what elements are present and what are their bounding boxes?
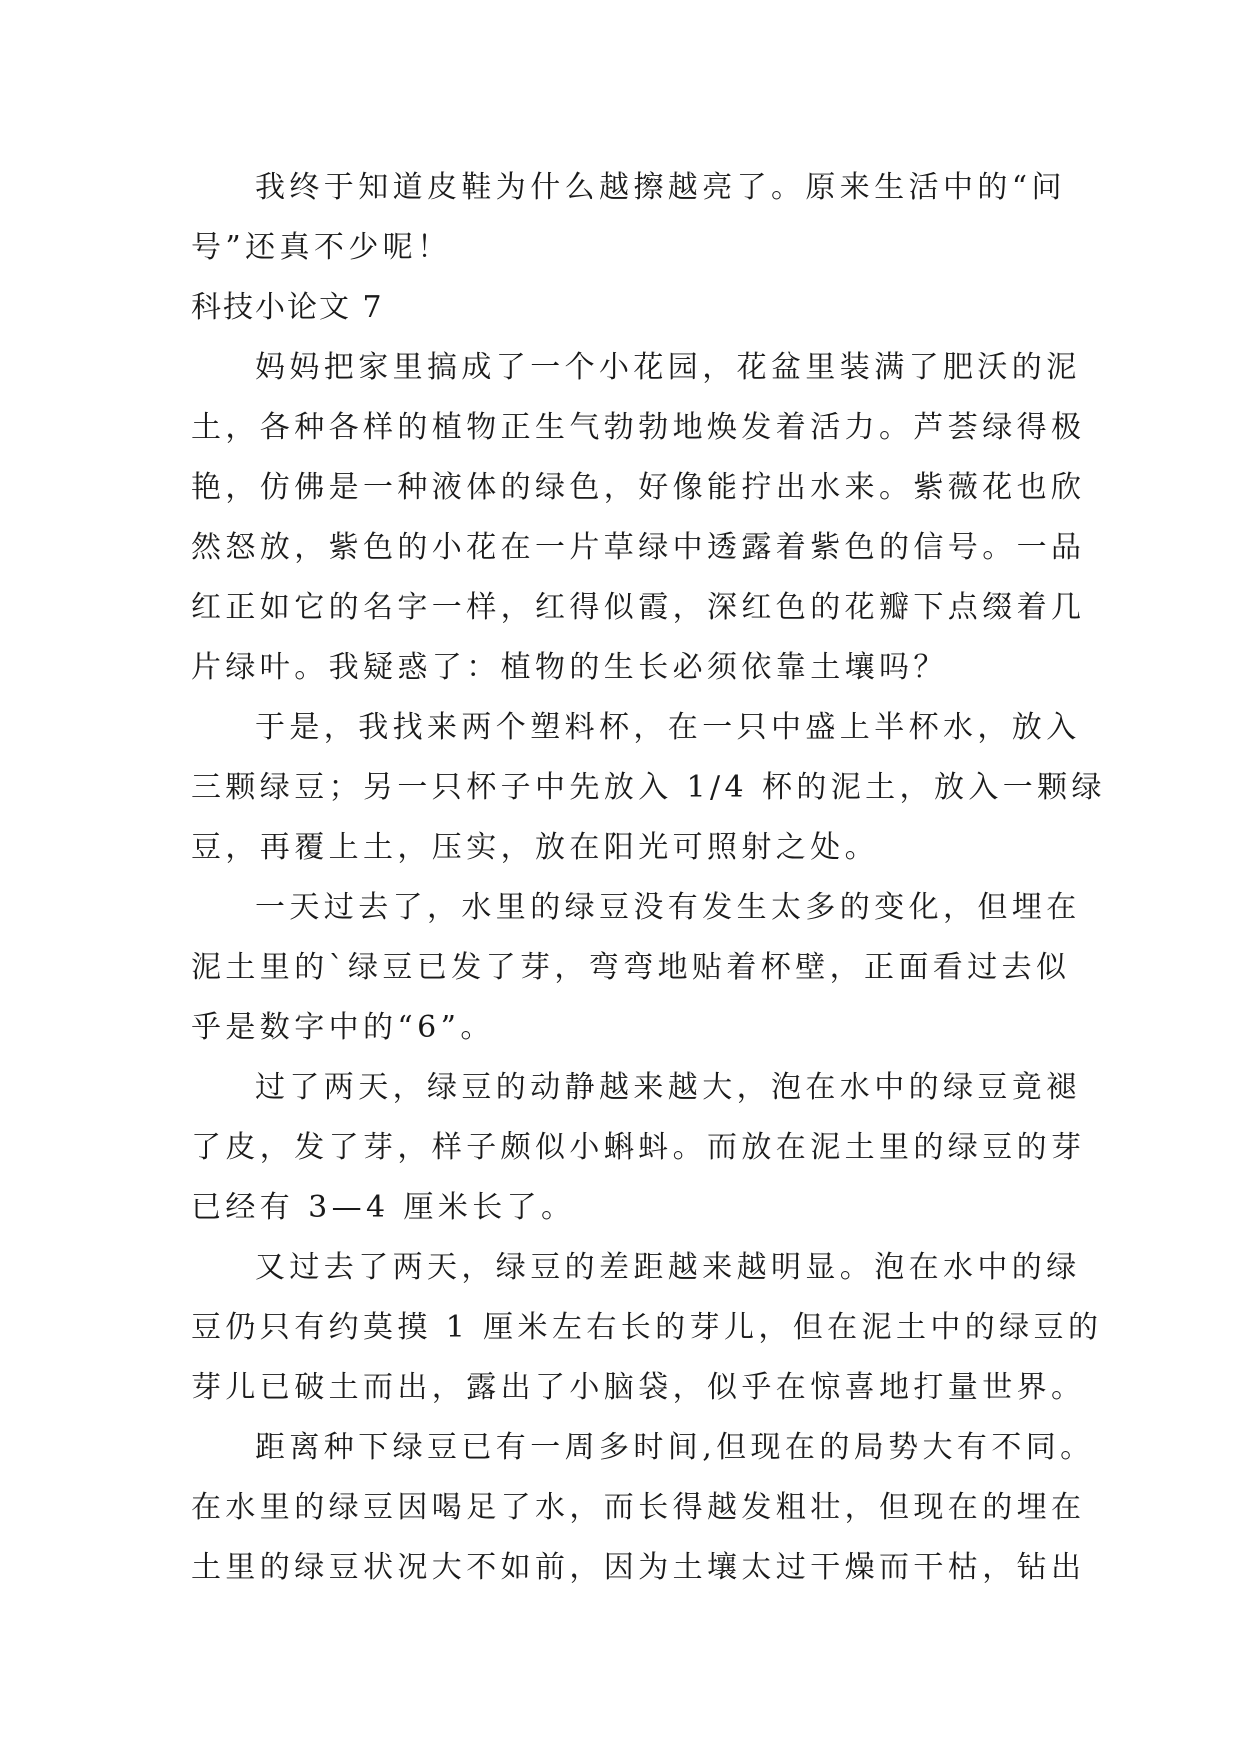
- paragraph-line: 了皮，发了芽，样子颇似小蝌蚪。而放在泥土里的绿豆的芽: [191, 1130, 1086, 1165]
- paragraph-line: 三颗绿豆；另一只杯子中先放入 1/4 杯的泥土，放入一颗绿: [191, 770, 1106, 805]
- paragraph-line: 又过去了两天，绿豆的差距越来越明显。泡在水中的绿: [255, 1250, 1081, 1285]
- paragraph-line: 土里的绿豆状况大不如前，因为土壤太过干燥而干枯，钻出: [191, 1550, 1086, 1585]
- paragraph-line: 艳，仿佛是一种液体的绿色，好像能拧出水来。紫薇花也欣: [191, 470, 1086, 505]
- paragraph-line: 然怒放，紫色的小花在一片草绿中透露着紫色的信号。一品: [191, 530, 1086, 565]
- paragraph-line: 红正如它的名字一样，红得似霞，深红色的花瓣下点缀着几: [191, 590, 1086, 625]
- paragraph-line: 我终于知道皮鞋为什么越擦越亮了。原来生活中的“问: [255, 170, 1066, 205]
- paragraph-line: 土，各种各样的植物正生气勃勃地焕发着活力。芦荟绿得极: [191, 410, 1086, 445]
- paragraph-line: 妈妈把家里搞成了一个小花园，花盆里装满了肥沃的泥: [255, 350, 1081, 385]
- paragraph-line: 芽儿已破土而出，露出了小脑袋，似乎在惊喜地打量世界。: [191, 1370, 1086, 1405]
- document-body: [191, 158, 1106, 1598]
- paragraph-line: 在水里的绿豆因喝足了水，而长得越发粗壮，但现在的埋在: [191, 1490, 1086, 1525]
- section-heading: 科技小论文 7: [191, 290, 384, 325]
- paragraph-line: 一天过去了，水里的绿豆没有发生太多的变化，但埋在: [255, 890, 1081, 925]
- paragraph-line: 乎是数字中的“6”。: [191, 1010, 495, 1045]
- paragraph-line: 泥土里的`绿豆已发了芽，弯弯地贴着杯壁，正面看过去似: [191, 950, 1071, 985]
- paragraph-line: 豆，再覆上土，压实，放在阳光可照射之处。: [191, 830, 879, 865]
- paragraph-line: 号”还真不少呢！: [191, 230, 452, 265]
- paragraph-line: 距离种下绿豆已有一周多时间,但现在的局势大有不同。: [255, 1430, 1095, 1465]
- paragraph-line: 过了两天，绿豆的动静越来越大，泡在水中的绿豆竟褪: [255, 1070, 1081, 1105]
- paragraph-line: 于是，我找来两个塑料杯，在一只中盛上半杯水，放入: [255, 710, 1081, 745]
- paragraph-line: 片绿叶。我疑惑了：植物的生长必须依靠土壤吗？: [191, 650, 948, 685]
- paragraph-line: 已经有 3—4 厘米长了。: [191, 1190, 576, 1225]
- paragraph-line: 豆仍只有约莫摸 1 厘米左右长的芽儿，但在泥土中的绿豆的: [191, 1310, 1103, 1345]
